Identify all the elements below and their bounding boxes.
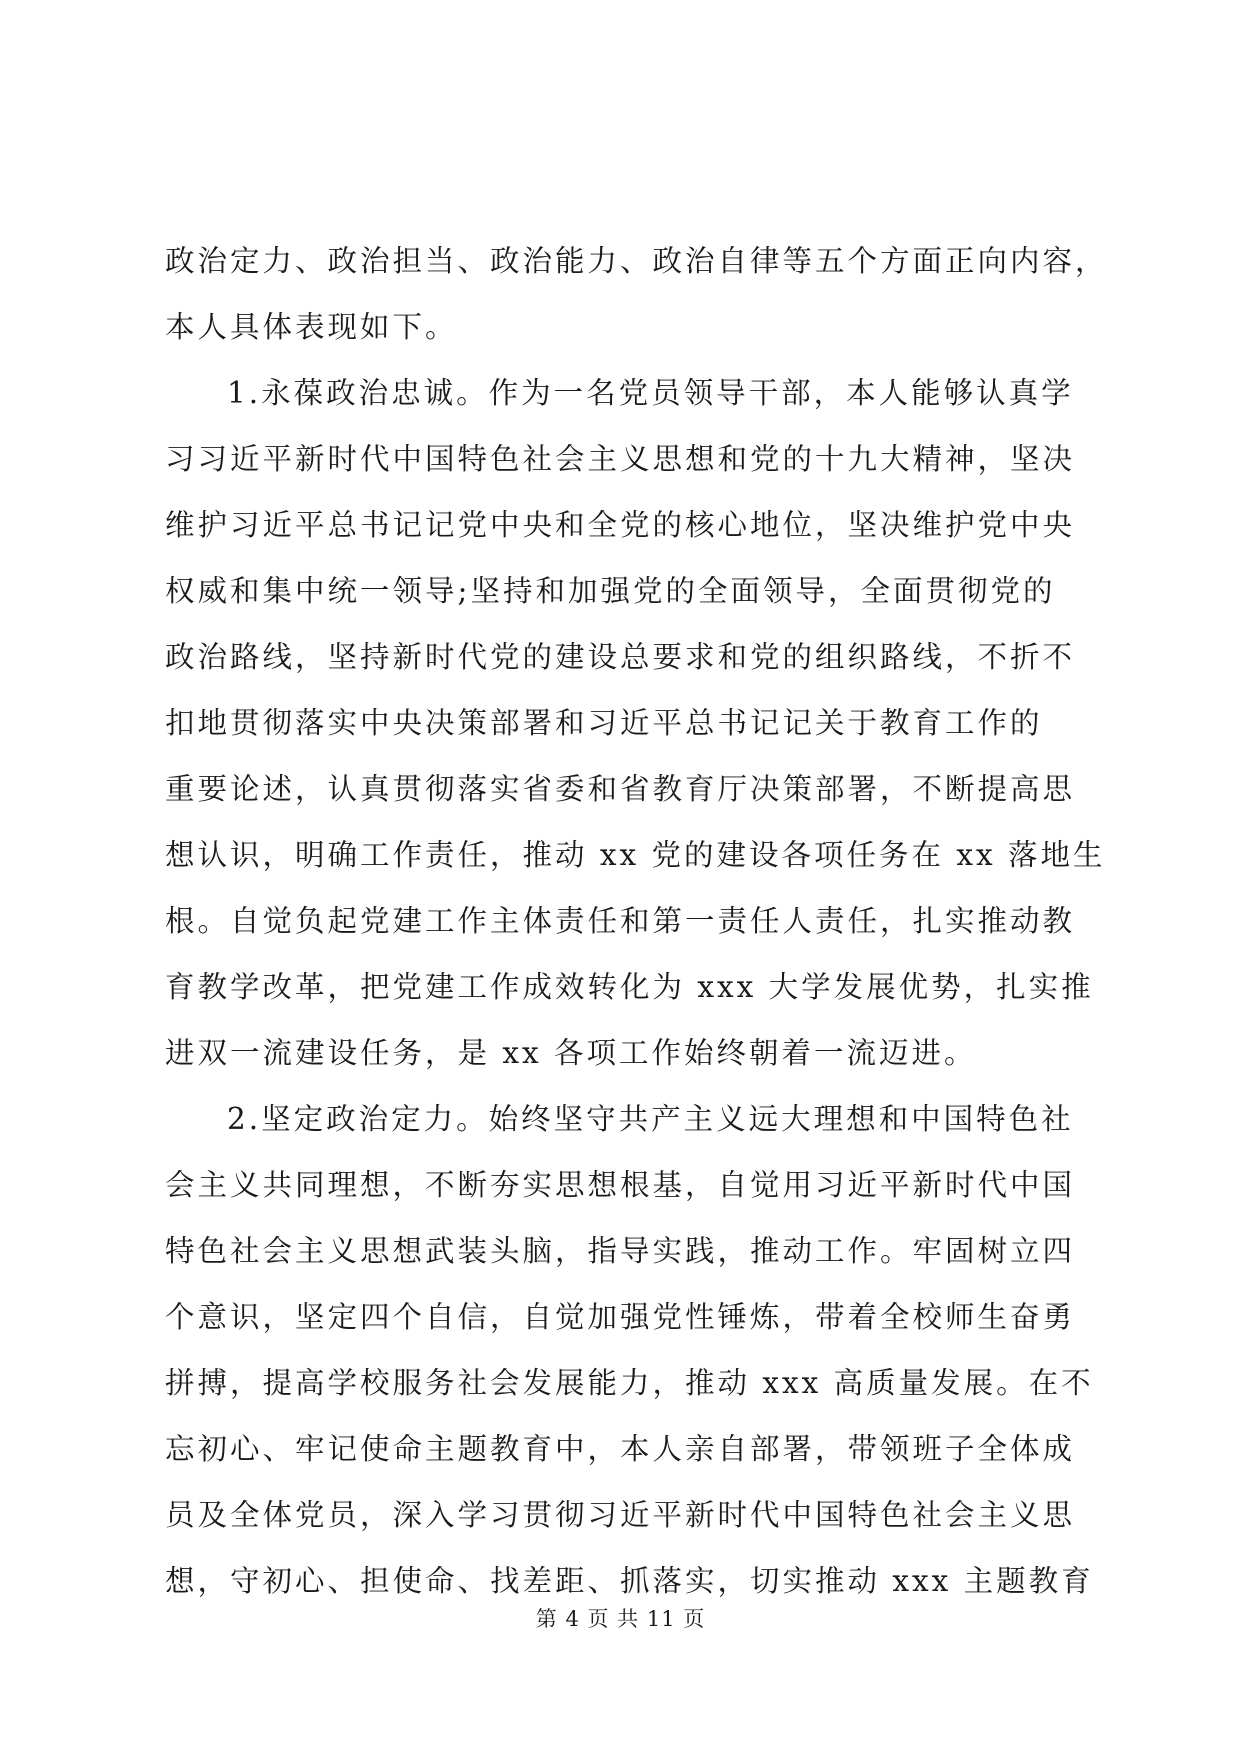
text-line: 政治路线，坚持新时代党的建设总要求和党的组织路线，不折不 <box>165 640 1076 674</box>
paragraph-1-start: 1.永葆政治忠诚。作为一名党员领导干部，本人能够认真学 <box>227 376 1074 410</box>
text-line: 个意识，坚定四个自信，自觉加强党性锤炼，带着全校师生奋勇 <box>165 1300 1076 1334</box>
text-line: 本人具体表现如下。 <box>165 310 458 344</box>
text-line: 扣地贯彻落实中央决策部署和习近平总书记记关于教育工作的 <box>165 706 1043 740</box>
text-line: 育教学改革，把党建工作成效转化为 xxx 大学发展优势，扎实推 <box>165 970 1094 1004</box>
text-line: 政治定力、政治担当、政治能力、政治自律等五个方面正向内容， <box>165 244 1108 278</box>
text-line: 会主义共同理想，不断夯实思想根基，自觉用习近平新时代中国 <box>165 1168 1076 1202</box>
text-line: 进双一流建设任务，是 xx 各项工作始终朝着一流迈进。 <box>165 1036 977 1070</box>
document-body <box>165 228 1108 1614</box>
paragraph-2-start: 2.坚定政治定力。始终坚守共产主义远大理想和中国特色社 <box>227 1102 1074 1136</box>
page-footer: 第 4 页 共 11 页 <box>535 1607 706 1631</box>
text-line: 习习近平新时代中国特色社会主义思想和党的十九大精神，坚决 <box>165 442 1076 476</box>
text-line: 维护习近平总书记记党中央和全党的核心地位，坚决维护党中央 <box>165 508 1076 542</box>
text-line: 想认识，明确工作责任，推动 xx 党的建设各项任务在 xx 落地生 <box>165 838 1106 872</box>
text-line: 权威和集中统一领导;坚持和加强党的全面领导，全面贯彻党的 <box>165 574 1056 608</box>
text-line: 拼搏，提高学校服务社会发展能力，推动 xxx 高质量发展。在不 <box>165 1366 1094 1400</box>
text-line: 忘初心、牢记使命主题教育中，本人亲自部署，带领班子全体成 <box>165 1432 1076 1466</box>
text-line: 想，守初心、担使命、找差距、抓落实，切实推动 xxx 主题教育 <box>165 1564 1094 1598</box>
text-line: 根。自觉负起党建工作主体责任和第一责任人责任，扎实推动教 <box>165 904 1076 938</box>
text-line: 特色社会主义思想武装头脑，指导实践，推动工作。牢固树立四 <box>165 1234 1076 1268</box>
text-line: 重要论述，认真贯彻落实省委和省教育厅决策部署，不断提高思 <box>165 772 1076 806</box>
text-line: 员及全体党员，深入学习贯彻习近平新时代中国特色社会主义思 <box>165 1498 1076 1532</box>
